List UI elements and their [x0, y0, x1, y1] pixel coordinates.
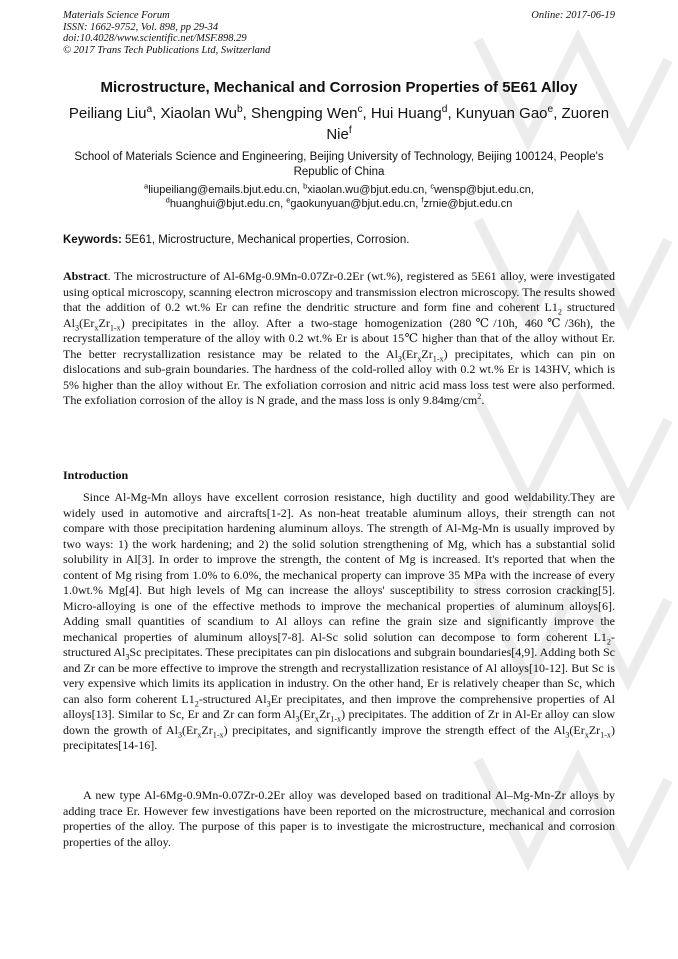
section-heading-introduction: Introduction: [63, 468, 129, 482]
introduction-paragraph-1: Since Al-Mg-Mn alloys have excellent corrosion resistance, high ductility and good weldability.They are widely used in automotive and aircrafts[1-2]. As non-heat treatable aluminum alloys, their strength can not compare with those precipitation hardening aluminum alloys. The strength of Al-Mg-Mn is usually improved by two ways: 1) the work hardening; and 2) the solid solution strengthening of Mg, which has a substantial solid solubility in Al[3]. In order to improve the strength, the content of Mg is increased. It's reported that when the content of Mg rising from 1.0% to 6.0%, the mechanical property can improve 35 MPa with the increase of every 1.0wt.% Mg[4]. But high levels of Mg can increase the alloys' susceptibility to stress corrosion cracking[5]. Micro-alloying is one of the effective methods to improve the mechanical properties of aluminum alloys[6]. Adding small quantities of scandium to Al alloys can refine the grain size and significantly improve the mechanical properties of aluminum alloys[7-8]. Al-Sc solid solution can decompose to form coherent $L1_2$-structured $Al_3Sc$ precipitates. These precipitates can pin dislocations and subgrain boundaries[4,9]. Adding both Sc and Zr can be more effective to improve the strength and recrystallization resistance of Al alloys[10-12]. But Sc is very expensive which limits its application in industry. On the other hand, Er is relatively cheaper than Sc, which can also form coherent $L1_2$-structured $Al_3Er$ precipitates, and then improve the comprehensive properties of Al alloys[13]. Similar to Sc, Er and Zr can form $Al_3(Er_xZr_{1-x})$ precipitates. The addition of Zr in Al-Er alloy can slow down the growth of $Al_3(Er_xZr_{1-x})$ precipitates, and significantly improve the strength effect of the $Al_3(Er_xZr_{1-x})$ precipitates[14-16].: [63, 490, 616, 752]
author: Peiliang Liu$^a$,: [68, 104, 161, 122]
keywords-text: 5E61, Microstructure, Mechanical properties, Corrosion.: [125, 234, 410, 246]
keywords: [63, 234, 615, 246]
abstract: [63, 269, 615, 409]
author-list: [60, 103, 618, 145]
journal-name: Materials Science Forum: [63, 10, 170, 21]
introduction-paragraph-2: A new type Al-6Mg-0.9Mn-0.07Zr-0.2Er alloy was developed based on traditional Al–Mg-Mn-Zr alloys by adding trace Er. However few investigations have been reported on the microstructure, mechanical and corrosion properties of the alloy. The purpose of this paper is to investigate the microstructure, mechanical and corrosion properties of the alloy.: [63, 788, 615, 849]
email-link[interactable]: $^a$liupeiliang@emails.bjut.edu.cn: [144, 181, 297, 196]
issn-line: ISSN: 1662-9752, Vol. 898, pp 29-34: [63, 21, 219, 33]
copyright-line: © 2017 Trans Tech Publications Ltd, Switzerland: [63, 44, 271, 56]
author: Xiaolan Wu$^b$,: [160, 104, 251, 122]
paper-title: Microstructure, Mechanical and Corrosion Properties of 5E61 Alloy: [100, 79, 578, 96]
keywords-label: Keywords:: [63, 234, 122, 246]
affiliation: School of Materials Science and Engineering, Beijing University of Technology, Beijing 100124, People's Republic of China: [74, 151, 604, 178]
email-link[interactable]: $^c$wensp@bjut.edu.cn: [430, 181, 531, 196]
email-link[interactable]: $^b$xiaolan.wu@bjut.edu.cn: [303, 181, 425, 196]
doi-link[interactable]: doi:10.4028/www.scientific.net/MSF.898.29: [63, 33, 247, 44]
email-link[interactable]: $^f$zrnie@bjut.edu.cn: [421, 195, 513, 210]
author: Shengping Wen$^c$,: [250, 104, 371, 122]
abstract-label: Abstract: [63, 269, 108, 283]
abstract-text: . The microstructure of Al-6Mg-0.9Mn-0.07Zr-0.2Er (wt.%), registered as 5E61 alloy, were investigated using optical microscopy, scanning electron microscopy and transmission electron microscopy. The results showed that the addition of 0.2 wt.% Er can refine the dendritic structure and form fine and coherent $L1_2$ structured $Al_3(Er_xZr_{1-x})$ precipitates in the alloy. After a two-stage homogenization (280℃/10h, 460℃/36h), the recrystallization temperature of the alloy with 0.2 wt.% Er is about 15℃ higher than that of the alloy without Er. The better recrystallization resistance may be related to the $Al_3(Er_xZr_{1-x})$ precipitates, which can pin on dislocations and sub-grain boundaries. The hardness of the cold-rolled alloy with 0.2 wt.% Er is 143HV, which is 5% higher than the alloy without Er. The exfoliation corrosion and nitric acid mass loss test were also performed. The exfoliation corrosion of the alloy is N grade, and the mass loss is only $9.84mg/cm^2$.: [63, 269, 615, 407]
online-date: Online: 2017-06-19: [531, 10, 615, 21]
author-emails: $^a$liupeiliang@emails.bjut.edu.cn, $^b$xiaolan.wu@bjut.edu.cn, $^c$wensp@bjut.edu.cn, $^d$huanghui@bjut.edu.cn, $^e$gaokunyuan@bjut.edu.cn, $^f$zrnie@bjut.edu.cn: [144, 181, 534, 210]
email-link[interactable]: $^e$gaokunyuan@bjut.edu.cn: [286, 195, 416, 210]
author: Zuoren Nie$^f$: [326, 105, 610, 143]
author: Kunyuan Gao$^e$,: [455, 104, 562, 122]
page-header: [63, 10, 615, 56]
author: Hui Huang$^d$,: [370, 104, 456, 122]
email-link[interactable]: $^d$huanghui@bjut.edu.cn: [165, 195, 281, 210]
